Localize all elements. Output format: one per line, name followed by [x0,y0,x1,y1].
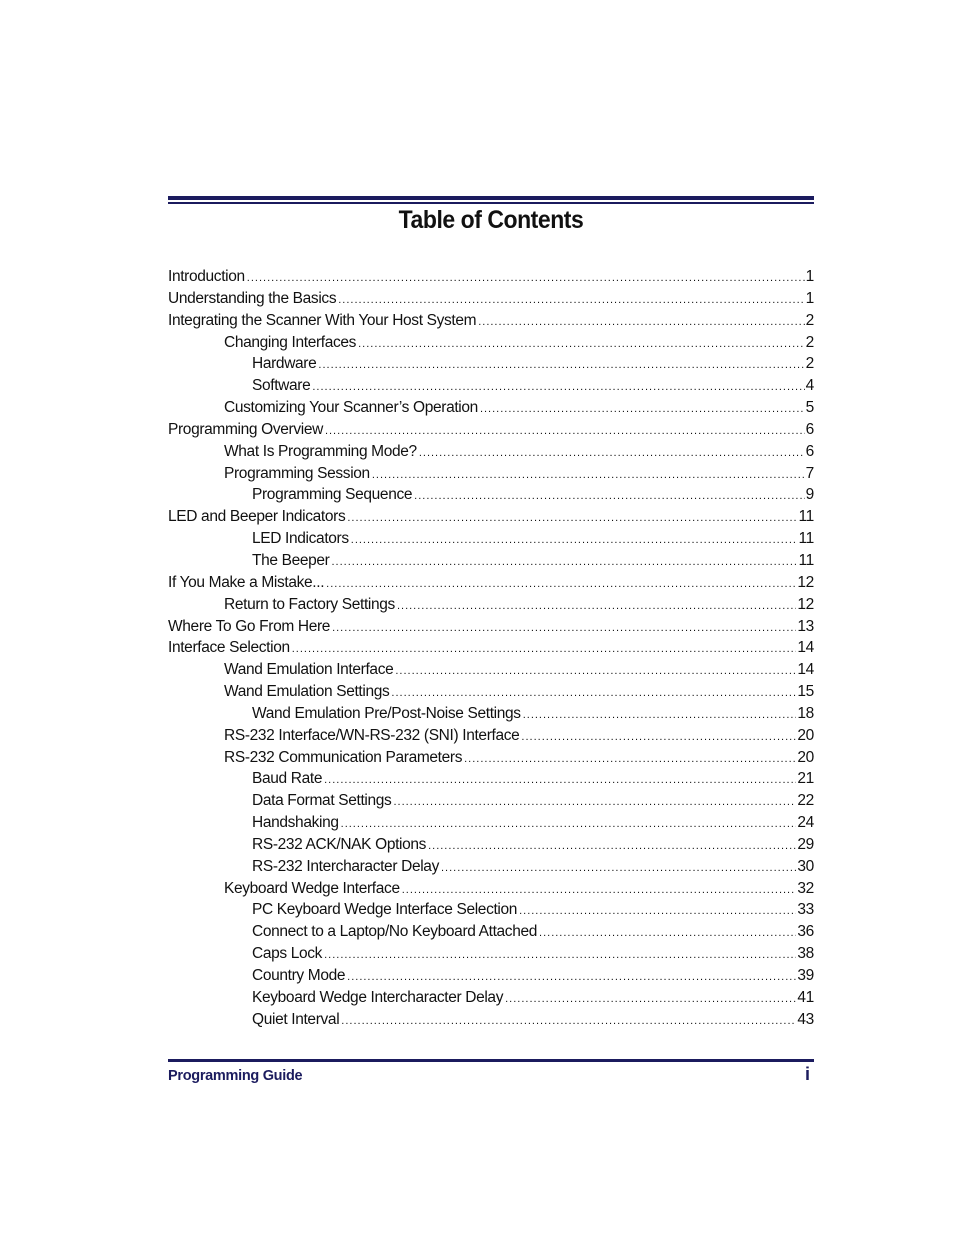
toc-leader-dots [523,705,797,725]
toc-entry-label: Changing Interfaces [224,333,357,351]
toc-leader-dots [402,880,797,900]
toc-entry-page: 6 [805,420,814,438]
toc-entry-label: Keyboard Wedge Interface [224,879,400,897]
toc-entry-page: 36 [797,923,814,941]
toc-leader-dots [428,836,796,856]
toc-leader-dots [395,661,796,681]
toc-leader-dots [480,399,805,419]
toc-entry-label: Wand Emulation Settings [224,683,390,701]
toc-entry[interactable] [168,1009,814,1031]
header-rule-thick [168,196,814,200]
toc-entry-page: 12 [797,595,814,613]
toc-entry[interactable] [168,484,814,506]
toc-entry[interactable] [168,332,814,354]
toc-entry-label: LED Indicators [252,530,349,548]
toc-entry-label: Software [252,377,311,395]
toc-entry[interactable] [168,790,814,812]
toc-entry-label: Hardware [252,355,317,373]
toc-entry[interactable] [168,725,814,747]
toc-entry[interactable] [168,943,814,965]
toc-entry[interactable] [168,375,814,397]
toc-entry[interactable] [168,550,814,572]
toc-leader-dots [358,334,805,354]
toc-entry-page: 21 [797,770,814,788]
toc-entry-page: 9 [805,486,814,504]
toc-leader-dots [324,945,796,965]
toc-entry-page: 22 [797,792,814,810]
toc-entry-label: RS-232 Communication Parameters [224,748,463,766]
toc-entry-label: Handshaking [252,814,339,832]
toc-entry-label: RS-232 Intercharacter Delay [252,857,439,875]
toc-entry-label: Understanding the Basics [168,289,337,307]
toc-entry[interactable] [168,310,814,332]
toc-entry[interactable] [168,899,814,921]
toc-entry-page: 18 [797,704,814,722]
toc-leader-dots [341,1011,796,1031]
toc-leader-dots [519,901,796,921]
toc-leader-dots [347,508,797,528]
toc-leader-dots [318,355,804,375]
toc-leader-dots [341,814,797,834]
toc-entry[interactable] [168,703,814,725]
toc-entry[interactable] [168,834,814,856]
toc-entry-label: Country Mode [252,967,346,984]
toc-entry[interactable] [168,353,814,375]
toc-entry-label: Programming Sequence [252,486,413,504]
toc-entry[interactable] [168,463,814,485]
table-of-contents [168,266,814,1031]
toc-entry-label: If You Make a Mistake... [168,573,325,591]
toc-entry-page: 14 [797,639,814,657]
page-title: Table of Contents [398,206,584,234]
toc-entry-page: 1 [805,268,814,285]
toc-entry-label: Introduction [168,268,245,285]
toc-entry-label: Customizing Your Scanner’s Operation [224,399,478,417]
toc-leader-dots [478,312,804,332]
toc-entry-page: 39 [797,967,814,984]
toc-entry[interactable] [168,572,814,594]
toc-leader-dots [521,727,796,747]
toc-entry-page: 32 [797,879,814,897]
toc-entry-label: Integrating the Scanner With Your Host System [168,311,477,329]
toc-entry[interactable] [168,397,814,419]
toc-entry-label: RS-232 ACK/NAK Options [252,835,427,853]
toc-entry-page: 6 [805,442,814,460]
toc-entry-page: 5 [805,399,814,417]
toc-leader-dots [312,377,804,397]
toc-leader-dots [351,530,798,550]
toc-entry-label: LED and Beeper Indicators [168,508,346,526]
toc-entry-page: 14 [797,661,814,679]
toc-leader-dots [419,443,805,463]
toc-entry-label: Quiet Interval [252,1010,340,1028]
toc-entry-page: 7 [805,464,814,482]
toc-entry[interactable] [168,812,814,834]
toc-entry[interactable] [168,637,814,659]
toc-entry[interactable] [168,965,814,987]
toc-entry-page: 20 [797,726,814,744]
toc-entry[interactable] [168,419,814,441]
toc-entry-page: 33 [797,901,814,919]
toc-entry-label: Programming Overview [168,420,323,438]
toc-entry[interactable] [168,987,814,1009]
toc-leader-dots [393,792,796,812]
toc-entry-label: Programming Session [224,464,370,482]
footer-title: Programming Guide [168,1068,303,1084]
footer-page-number: i [804,1064,810,1084]
toc-entry[interactable] [168,441,814,463]
toc-leader-dots [414,486,805,506]
toc-entry-label: RS-232 Interface/WN-RS-232 (SNI) Interface [224,726,520,744]
toc-entry[interactable] [168,659,814,681]
footer-rule [168,1059,814,1062]
toc-entry-page: 12 [797,573,814,591]
toc-entry[interactable] [168,921,814,943]
toc-entry-page: 20 [797,748,814,766]
toc-leader-dots [397,596,796,616]
toc-leader-dots [325,421,805,441]
toc-entry[interactable] [168,594,814,616]
toc-leader-dots [247,268,805,288]
toc-entry[interactable] [168,878,814,900]
toc-leader-dots [391,683,796,703]
toc-entry-label: Interface Selection [168,639,290,657]
toc-leader-dots [326,574,796,594]
toc-entry-page: 15 [797,683,814,701]
toc-entry-page: 2 [805,311,814,329]
toc-entry-label: What Is Programming Mode? [224,442,417,460]
toc-entry-page: 38 [797,945,814,963]
toc-leader-dots [338,290,804,310]
toc-entry-page: 11 [798,551,814,569]
toc-entry-page: 2 [805,333,814,351]
toc-entry[interactable] [168,506,814,528]
toc-entry-page: 2 [805,355,814,373]
toc-leader-dots [539,923,796,943]
toc-entry-page: 24 [797,814,814,832]
toc-leader-dots [372,465,805,485]
toc-entry-label: Keyboard Wedge Intercharacter Delay [252,988,504,1006]
toc-leader-dots [324,770,796,790]
toc-entry-page: 30 [797,857,814,875]
toc-entry[interactable] [168,616,814,638]
toc-entry-label: Where To Go From Here [168,617,331,635]
toc-entry-page: 41 [797,988,814,1006]
toc-entry-page: 4 [805,377,814,395]
toc-leader-dots [441,858,796,878]
toc-entry-label: Wand Emulation Interface [224,661,394,679]
toc-entry-label: Baud Rate [252,770,323,788]
toc-leader-dots [332,618,796,638]
toc-entry-page: 29 [797,835,814,853]
toc-entry-page: 11 [798,530,814,548]
toc-leader-dots [292,639,797,659]
toc-entry-label: PC Keyboard Wedge Interface Selection [252,901,518,919]
toc-entry-page: 1 [805,289,814,307]
toc-entry[interactable] [168,266,814,288]
toc-entry[interactable] [168,288,814,310]
toc-entry-page: 13 [797,617,814,635]
toc-entry-label: Caps Lock [252,945,323,963]
toc-leader-dots [347,967,796,987]
toc-entry-label: The Beeper [252,551,330,569]
toc-entry-label: Data Format Settings [252,792,392,810]
toc-entry-page: 43 [797,1010,814,1028]
toc-entry[interactable] [168,747,814,769]
toc-entry-label: Return to Factory Settings [224,595,395,613]
toc-leader-dots [332,552,798,572]
toc-entry-label: Connect to a Laptop/No Keyboard Attached [252,923,538,941]
toc-entry[interactable] [168,528,814,550]
toc-entry[interactable] [168,681,814,703]
toc-entry[interactable] [168,768,814,790]
toc-entry-page: 11 [798,508,814,526]
toc-entry-label: Wand Emulation Pre/Post-Noise Settings [252,704,521,722]
toc-entry[interactable] [168,856,814,878]
toc-leader-dots [505,989,796,1009]
toc-leader-dots [464,749,796,769]
